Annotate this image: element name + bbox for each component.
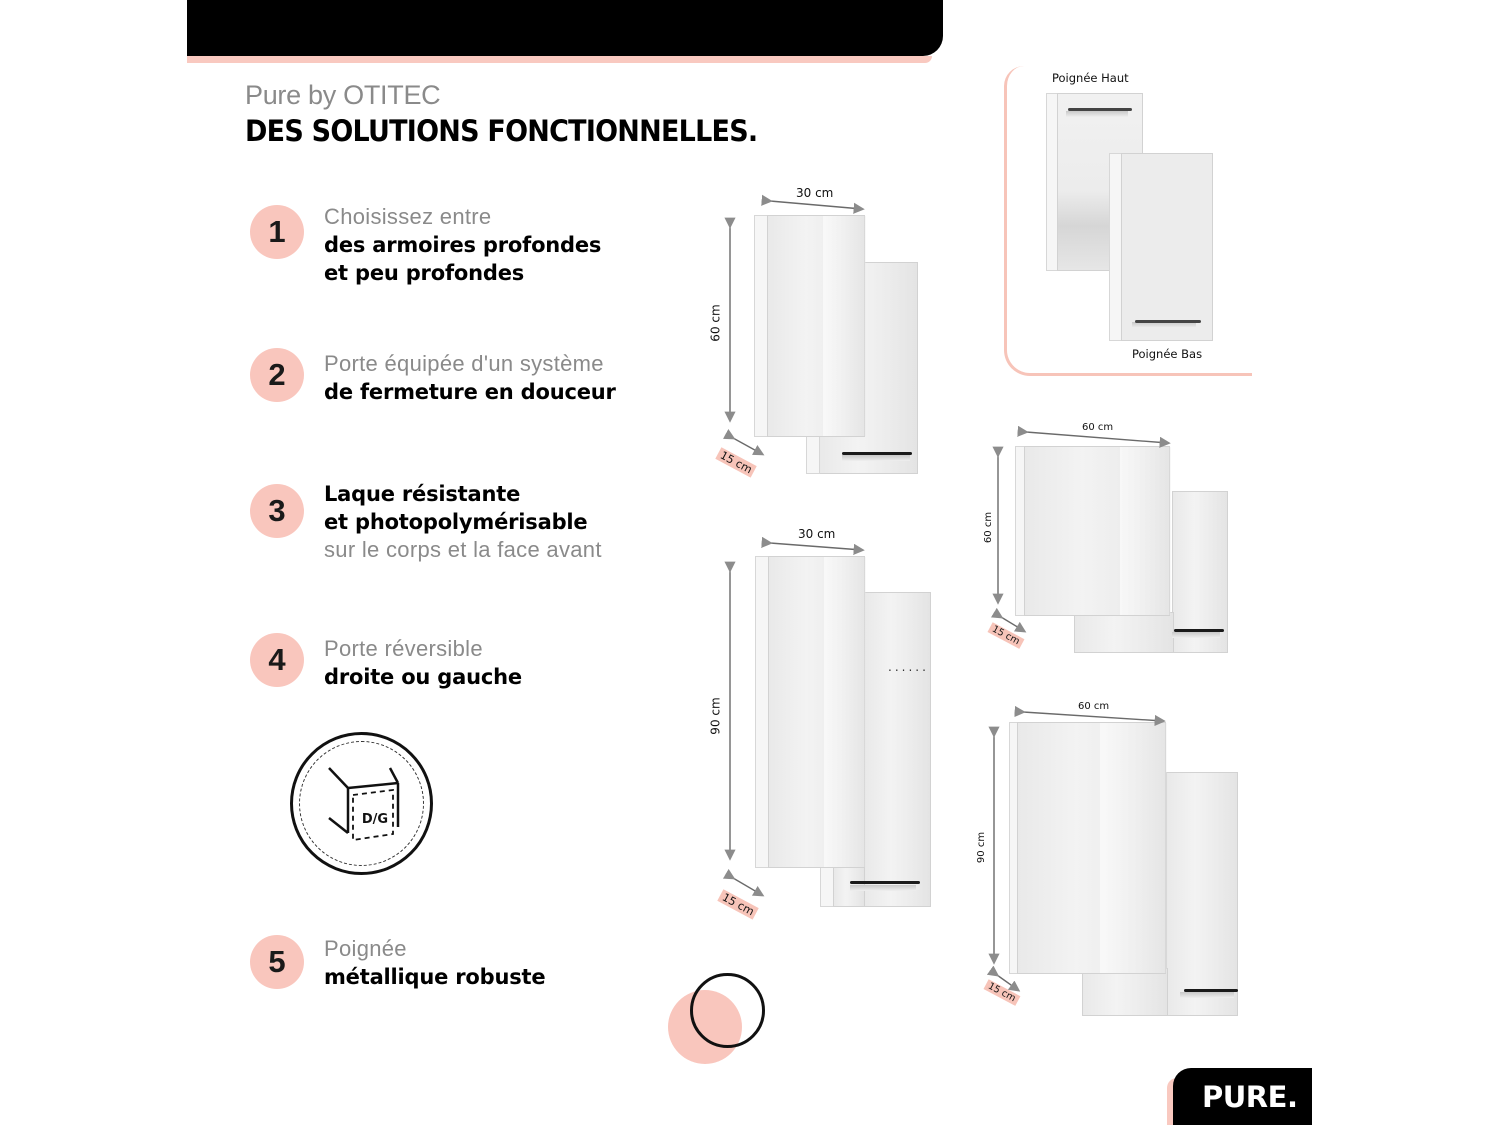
page-title: DES SOLUTIONS FONCTIONNELLES. — [245, 114, 758, 148]
brand-badge-label: PURE. — [1202, 1080, 1298, 1114]
feature-line: et photopolymérisable — [324, 510, 588, 534]
width-label: 30 cm — [796, 186, 834, 200]
feature-line: de fermeture en douceur — [324, 380, 616, 404]
feature-line: Poignée — [324, 936, 407, 961]
feature-line: droite ou gauche — [324, 665, 522, 689]
svg-text:D/G: D/G — [361, 812, 389, 827]
brand-line: Pure by OTITEC — [245, 80, 441, 110]
handle-top-label: Poignée Haut — [1052, 71, 1129, 85]
feature-line: sur le corps et la face avant — [324, 537, 602, 562]
height-label: 90 cm — [708, 697, 723, 735]
feature-number-badge: 4 — [250, 633, 304, 687]
dotted-separator: ...... — [888, 660, 929, 674]
feature-line: Porte équipée d'un système — [324, 351, 604, 376]
decorative-ring — [690, 973, 765, 1048]
depth-label: 15 cm — [715, 447, 757, 477]
feature-number-badge: 1 — [250, 205, 304, 259]
width-label: 30 cm — [798, 527, 836, 541]
depth-label: 15 cm — [717, 889, 759, 919]
height-label: 90 cm — [976, 831, 988, 864]
height-label: 60 cm — [708, 304, 723, 342]
feature-line: Choisissez entre — [324, 204, 492, 229]
feature-number-badge: 2 — [250, 348, 304, 402]
width-label: 60 cm — [1082, 422, 1114, 433]
feature-line: et peu profondes — [324, 261, 525, 285]
reversible-door-icon — [293, 735, 436, 878]
feature-line: Laque résistante — [324, 482, 521, 506]
header-accent-line — [187, 56, 932, 63]
width-label: 60 cm — [1078, 701, 1110, 712]
depth-label: 15 cm — [988, 622, 1025, 648]
handle-bottom-label: Poignée Bas — [1132, 347, 1203, 361]
feature-line: métallique robuste — [324, 965, 546, 989]
feature-number-badge: 5 — [250, 935, 304, 989]
feature-line: Porte réversible — [324, 636, 483, 661]
header-bar — [187, 0, 943, 56]
feature-number-badge: 3 — [250, 484, 304, 538]
reversible-door-badge — [290, 732, 433, 875]
depth-label: 15 cm — [984, 979, 1021, 1005]
feature-line: des armoires profondes — [324, 233, 602, 257]
height-label: 60 cm — [983, 511, 995, 544]
brand-badge — [1173, 1068, 1312, 1125]
